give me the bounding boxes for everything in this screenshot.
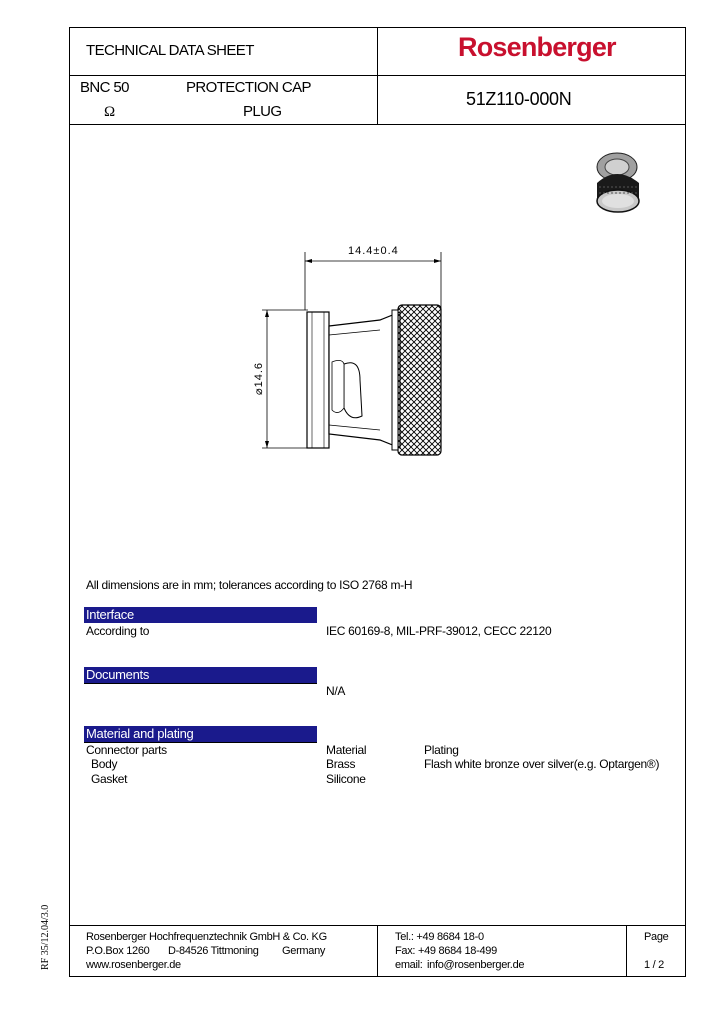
technical-drawing	[240, 240, 460, 465]
material-row-material: Silicone	[326, 772, 366, 786]
footer-page-label: Page	[644, 931, 669, 943]
drawing-knurled-cap	[398, 305, 441, 455]
footer-pobox: P.O.Box 1260	[86, 945, 150, 957]
documents-underline	[84, 683, 317, 684]
dim-length-label: 14.4±0.4	[348, 245, 399, 257]
documents-value: N/A	[326, 684, 346, 698]
section-material-header: Material and plating	[84, 726, 317, 742]
material-col-parts: Connector parts	[86, 743, 167, 757]
dim-diameter-label: ⌀14.6	[253, 361, 265, 395]
section-interface-header: Interface	[84, 607, 317, 623]
product-family: BNC 50	[80, 79, 129, 96]
material-row-part: Gasket	[91, 772, 128, 786]
product-subtype: PLUG	[243, 103, 282, 120]
interface-value: IEC 60169-8, MIL-PRF-39012, CECC 22120	[326, 624, 552, 638]
dimension-note: All dimensions are in mm; tolerances according to ISO 2768 m-H	[86, 578, 413, 592]
material-row-part: Body	[91, 757, 118, 771]
material-row-plating: Flash white bronze over silver(e.g. Optargen®)	[424, 757, 660, 771]
photo-inner	[605, 159, 629, 175]
drawing-flange	[307, 312, 329, 448]
footer-page-value: 1 / 2	[644, 959, 664, 971]
photo-cap-highlight	[602, 194, 634, 208]
header-vertical-divider	[377, 27, 378, 125]
footer-vertical-divider-2	[626, 925, 627, 977]
drawing-bayonet-slot	[344, 363, 362, 418]
footer-email-link[interactable]: info@rosenberger.de	[427, 959, 525, 971]
footer-company: Rosenberger Hochfrequenztechnik GmbH & Co. KG	[86, 931, 327, 943]
footer-fax: Fax: +49 8684 18-499	[395, 945, 497, 957]
impedance-symbol: Ω	[104, 104, 116, 120]
doc-type-title: TECHNICAL DATA SHEET	[86, 42, 254, 59]
interface-label: According to	[86, 624, 150, 638]
product-photo	[583, 143, 658, 218]
footer-vertical-divider-1	[377, 925, 378, 977]
footer-website-link[interactable]: www.rosenberger.de	[86, 959, 181, 971]
material-col-material: Material	[326, 743, 367, 757]
brand-logo: Rosenberger	[458, 32, 616, 62]
footer-email-label: email:	[395, 959, 423, 971]
product-type: PROTECTION CAP	[186, 79, 311, 96]
material-col-plating: Plating	[424, 743, 459, 757]
footer-tel: Tel.: +49 8684 18-0	[395, 931, 484, 943]
side-document-code: RF 35/12.04/3.0	[40, 904, 51, 970]
footer-country: Germany	[282, 945, 326, 957]
material-row-material: Brass	[326, 757, 356, 771]
part-number: 51Z110-000N	[466, 89, 572, 109]
section-documents-header: Documents	[84, 667, 317, 683]
footer-city: D-84526 Tittmoning	[168, 945, 259, 957]
